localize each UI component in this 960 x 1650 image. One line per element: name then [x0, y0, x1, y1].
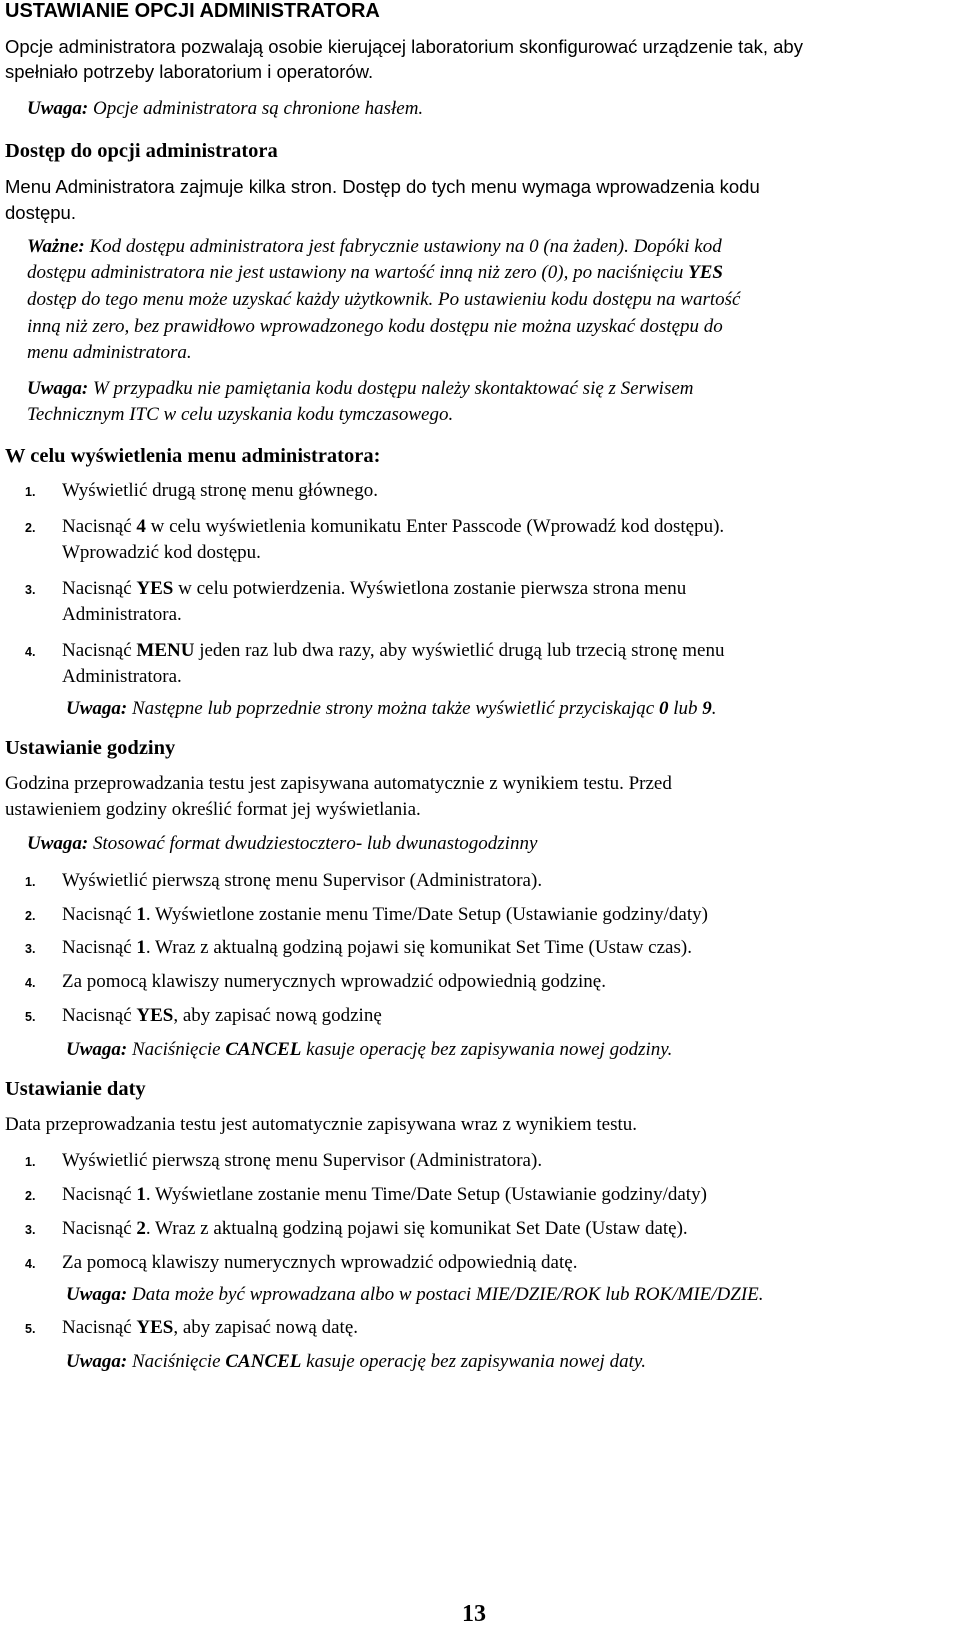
- step-text: Nacisnąć: [62, 1218, 137, 1239]
- note-next-pages: [66, 696, 717, 722]
- step-number: 2.: [25, 1189, 36, 1203]
- note-text-end: .: [711, 698, 717, 719]
- note-text: W przypadku nie pamiętania kodu dostępu należy skontaktować się z Serwisem: [88, 378, 694, 399]
- intro-line-1: Opcje administratora pozwalają osobie kierującej laboratorium skonfigurować urządzenie tak, aby: [5, 36, 803, 57]
- note-key-0: 0: [658, 698, 669, 719]
- step-continuation: Administratora.: [62, 604, 182, 625]
- note-label: Uwaga:: [66, 1351, 128, 1372]
- step-key: 1: [136, 1184, 146, 1205]
- heading-display-menu: W celu wyświetlenia menu administratora:: [5, 445, 381, 467]
- step-number: 4.: [25, 1257, 36, 1271]
- step-key: 1: [136, 937, 146, 958]
- step-text-rest: w celu potwierdzenia. Wyświetlona zostanie pierwsza strona menu: [173, 578, 687, 599]
- step-number: 4.: [25, 976, 36, 990]
- step-text: Nacisnąć: [62, 1005, 137, 1026]
- list-item: [25, 1148, 542, 1175]
- heading-access: Dostęp do opcji administratora: [5, 140, 278, 162]
- list-item: [25, 1216, 688, 1243]
- step-key: YES: [136, 578, 174, 599]
- note-text: Naciśnięcie: [127, 1039, 226, 1060]
- step-number: 1.: [25, 485, 36, 499]
- heading-time: Ustawianie godziny: [5, 737, 176, 759]
- time-paragraph-line-1: Godzina przeprowadzania testu jest zapisywana automatycznie z wynikiem testu. Przed: [5, 773, 672, 794]
- list-item: [25, 969, 606, 996]
- important-line-3: dostęp do tego menu może uzyskać każdy użytkownik. Po ustawieniu kodu dostępu na wartość: [27, 289, 741, 310]
- step-text-rest: , aby zapisać nową godzinę: [173, 1005, 382, 1026]
- note-key-9: 9: [702, 698, 712, 719]
- step-key: YES: [136, 1005, 174, 1026]
- step-number: 3.: [25, 583, 36, 597]
- note-text-rest: kasuje operację bez zapisywania nowej godziny.: [301, 1039, 673, 1060]
- access-paragraph-line-1: Menu Administratora zajmuje kilka stron. Dostęp do tych menu wymaga wprowadzenia kodu: [5, 176, 760, 197]
- important-text-1: Kod dostępu administratora jest fabrycznie ustawiony na 0 (na żaden). Dopóki kod: [84, 236, 722, 257]
- list-item: [25, 1250, 577, 1277]
- step-text-rest: w celu wyświetlenia komunikatu Enter Passcode (Wprowadź kod dostępu).: [145, 516, 725, 537]
- list-item: [25, 1182, 707, 1209]
- step-text: Nacisnąć: [62, 1317, 137, 1338]
- step-text-rest: , aby zapisać nową datę.: [173, 1317, 358, 1338]
- step-text-rest: . Wraz z aktualną godziną pojawi się komunikat Set Time (Ustaw czas).: [145, 937, 692, 958]
- step-text-rest: . Wraz z aktualną godziną pojawi się komunikat Set Date (Ustaw datę).: [145, 1218, 688, 1239]
- note-password: [27, 96, 423, 122]
- list-item: [25, 638, 725, 665]
- important-line-1: [27, 234, 722, 260]
- note-text-or: lub: [668, 698, 703, 719]
- step-number: 5.: [25, 1010, 36, 1024]
- note-text: Następne lub poprzednie strony można także wyświetlić przyciskając: [127, 698, 659, 719]
- step-continuation: Wprowadzić kod dostępu.: [62, 542, 261, 563]
- step-text: Nacisnąć: [62, 937, 137, 958]
- note-label: Uwaga:: [66, 1284, 128, 1305]
- step-text: Nacisnąć: [62, 640, 137, 661]
- note-date-format: [66, 1282, 764, 1308]
- important-label: Ważne:: [27, 236, 85, 257]
- step-text: Za pomocą klawiszy numerycznych wprowadzić odpowiednią godzinę.: [62, 971, 606, 992]
- step-continuation: Administratora.: [62, 666, 182, 687]
- page-title: USTAWIANIE OPCJI ADMINISTRATORA: [5, 0, 380, 22]
- note-cancel-date: [66, 1349, 646, 1375]
- list-item: [25, 478, 378, 505]
- note-text: Naciśnięcie: [127, 1351, 226, 1372]
- step-text-rest: jeden raz lub dwa razy, aby wyświetlić drugą lub trzecią stronę menu: [194, 640, 725, 661]
- step-text: Nacisnąć: [62, 516, 137, 537]
- note-text: Data może być wprowadzana albo w postaci MIE/DZIE/ROK lub ROK/MIE/DZIE.: [127, 1284, 764, 1305]
- list-item: [25, 935, 692, 962]
- step-text-rest: . Wyświetlone zostanie menu Time/Date Setup (Ustawianie godziny/daty): [145, 904, 708, 925]
- note-cancel-time: [66, 1037, 672, 1063]
- step-text: Nacisnąć: [62, 904, 137, 925]
- note-forgotten-code-line-1: [27, 376, 694, 402]
- step-number: 3.: [25, 942, 36, 956]
- note-text: Opcje administratora są chronione hasłem.: [88, 98, 424, 119]
- list-item: [25, 902, 708, 929]
- important-line-2: [27, 260, 723, 286]
- date-paragraph: Data przeprowadzania testu jest automatycznie zapisywana wraz z wynikiem testu.: [5, 1114, 638, 1135]
- step-key: YES: [136, 1317, 174, 1338]
- heading-date: Ustawianie daty: [5, 1078, 146, 1100]
- important-text-2: dostępu administratora nie jest ustawiony na wartość inną niż zero (0), po naciśnięciu: [27, 262, 689, 283]
- note-time-format: [27, 831, 537, 857]
- time-paragraph-line-2: ustawieniem godziny określić format jej wyświetlania.: [5, 799, 421, 820]
- note-key-cancel: CANCEL: [225, 1039, 302, 1060]
- step-number: 2.: [25, 521, 36, 535]
- step-key: 2: [136, 1218, 146, 1239]
- step-text: Wyświetlić pierwszą stronę menu Supervisor (Administratora).: [62, 1150, 543, 1171]
- step-key: MENU: [136, 640, 195, 661]
- note-label: Uwaga:: [66, 1039, 128, 1060]
- access-paragraph-line-2: dostępu.: [5, 202, 76, 223]
- important-yes: YES: [688, 262, 723, 283]
- note-label: Uwaga:: [27, 98, 89, 119]
- step-number: 5.: [25, 1322, 36, 1336]
- step-text: Wyświetlić drugą stronę menu głównego.: [62, 480, 378, 501]
- note-text: Stosować format dwudziestoczterо- lub dwunastogodzinny: [88, 833, 538, 854]
- list-item: [25, 1315, 358, 1342]
- step-text: Nacisnąć: [62, 1184, 137, 1205]
- step-text: Za pomocą klawiszy numerycznych wprowadzić odpowiednią datę.: [62, 1252, 578, 1273]
- step-number: 1.: [25, 1155, 36, 1169]
- important-line-4: inną niż zero, bez prawidłowo wprowadzonego kodu dostępu nie można uzyskać dostępu do: [27, 316, 723, 337]
- note-label: Uwaga:: [27, 378, 89, 399]
- note-text-rest: kasuje operację bez zapisywania nowej daty.: [301, 1351, 646, 1372]
- step-text: Nacisnąć: [62, 578, 137, 599]
- intro-line-2: spełniało potrzeby laboratorium i operatorów.: [5, 61, 374, 82]
- step-number: 4.: [25, 645, 36, 659]
- step-text: Wyświetlić pierwszą stronę menu Supervisor (Administratora).: [62, 870, 543, 891]
- note-label: Uwaga:: [27, 833, 89, 854]
- list-item: [25, 576, 686, 603]
- list-item: [25, 1003, 382, 1030]
- note-label: Uwaga:: [66, 698, 128, 719]
- step-number: 3.: [25, 1223, 36, 1237]
- list-item: [25, 868, 542, 895]
- note-key-cancel: CANCEL: [225, 1351, 302, 1372]
- step-number: 1.: [25, 875, 36, 889]
- note-forgotten-code-line-2: Technicznym ITC w celu uzyskania kodu tymczasowego.: [27, 404, 454, 425]
- step-key: 1: [136, 904, 146, 925]
- step-text-rest: . Wyświetlane zostanie menu Time/Date Setup (Ustawianie godziny/daty): [145, 1184, 707, 1205]
- step-key: 4: [136, 516, 146, 537]
- step-number: 2.: [25, 909, 36, 923]
- important-line-5: menu administratora.: [27, 342, 192, 363]
- page-number: 13: [462, 1601, 486, 1627]
- list-item: [25, 514, 724, 541]
